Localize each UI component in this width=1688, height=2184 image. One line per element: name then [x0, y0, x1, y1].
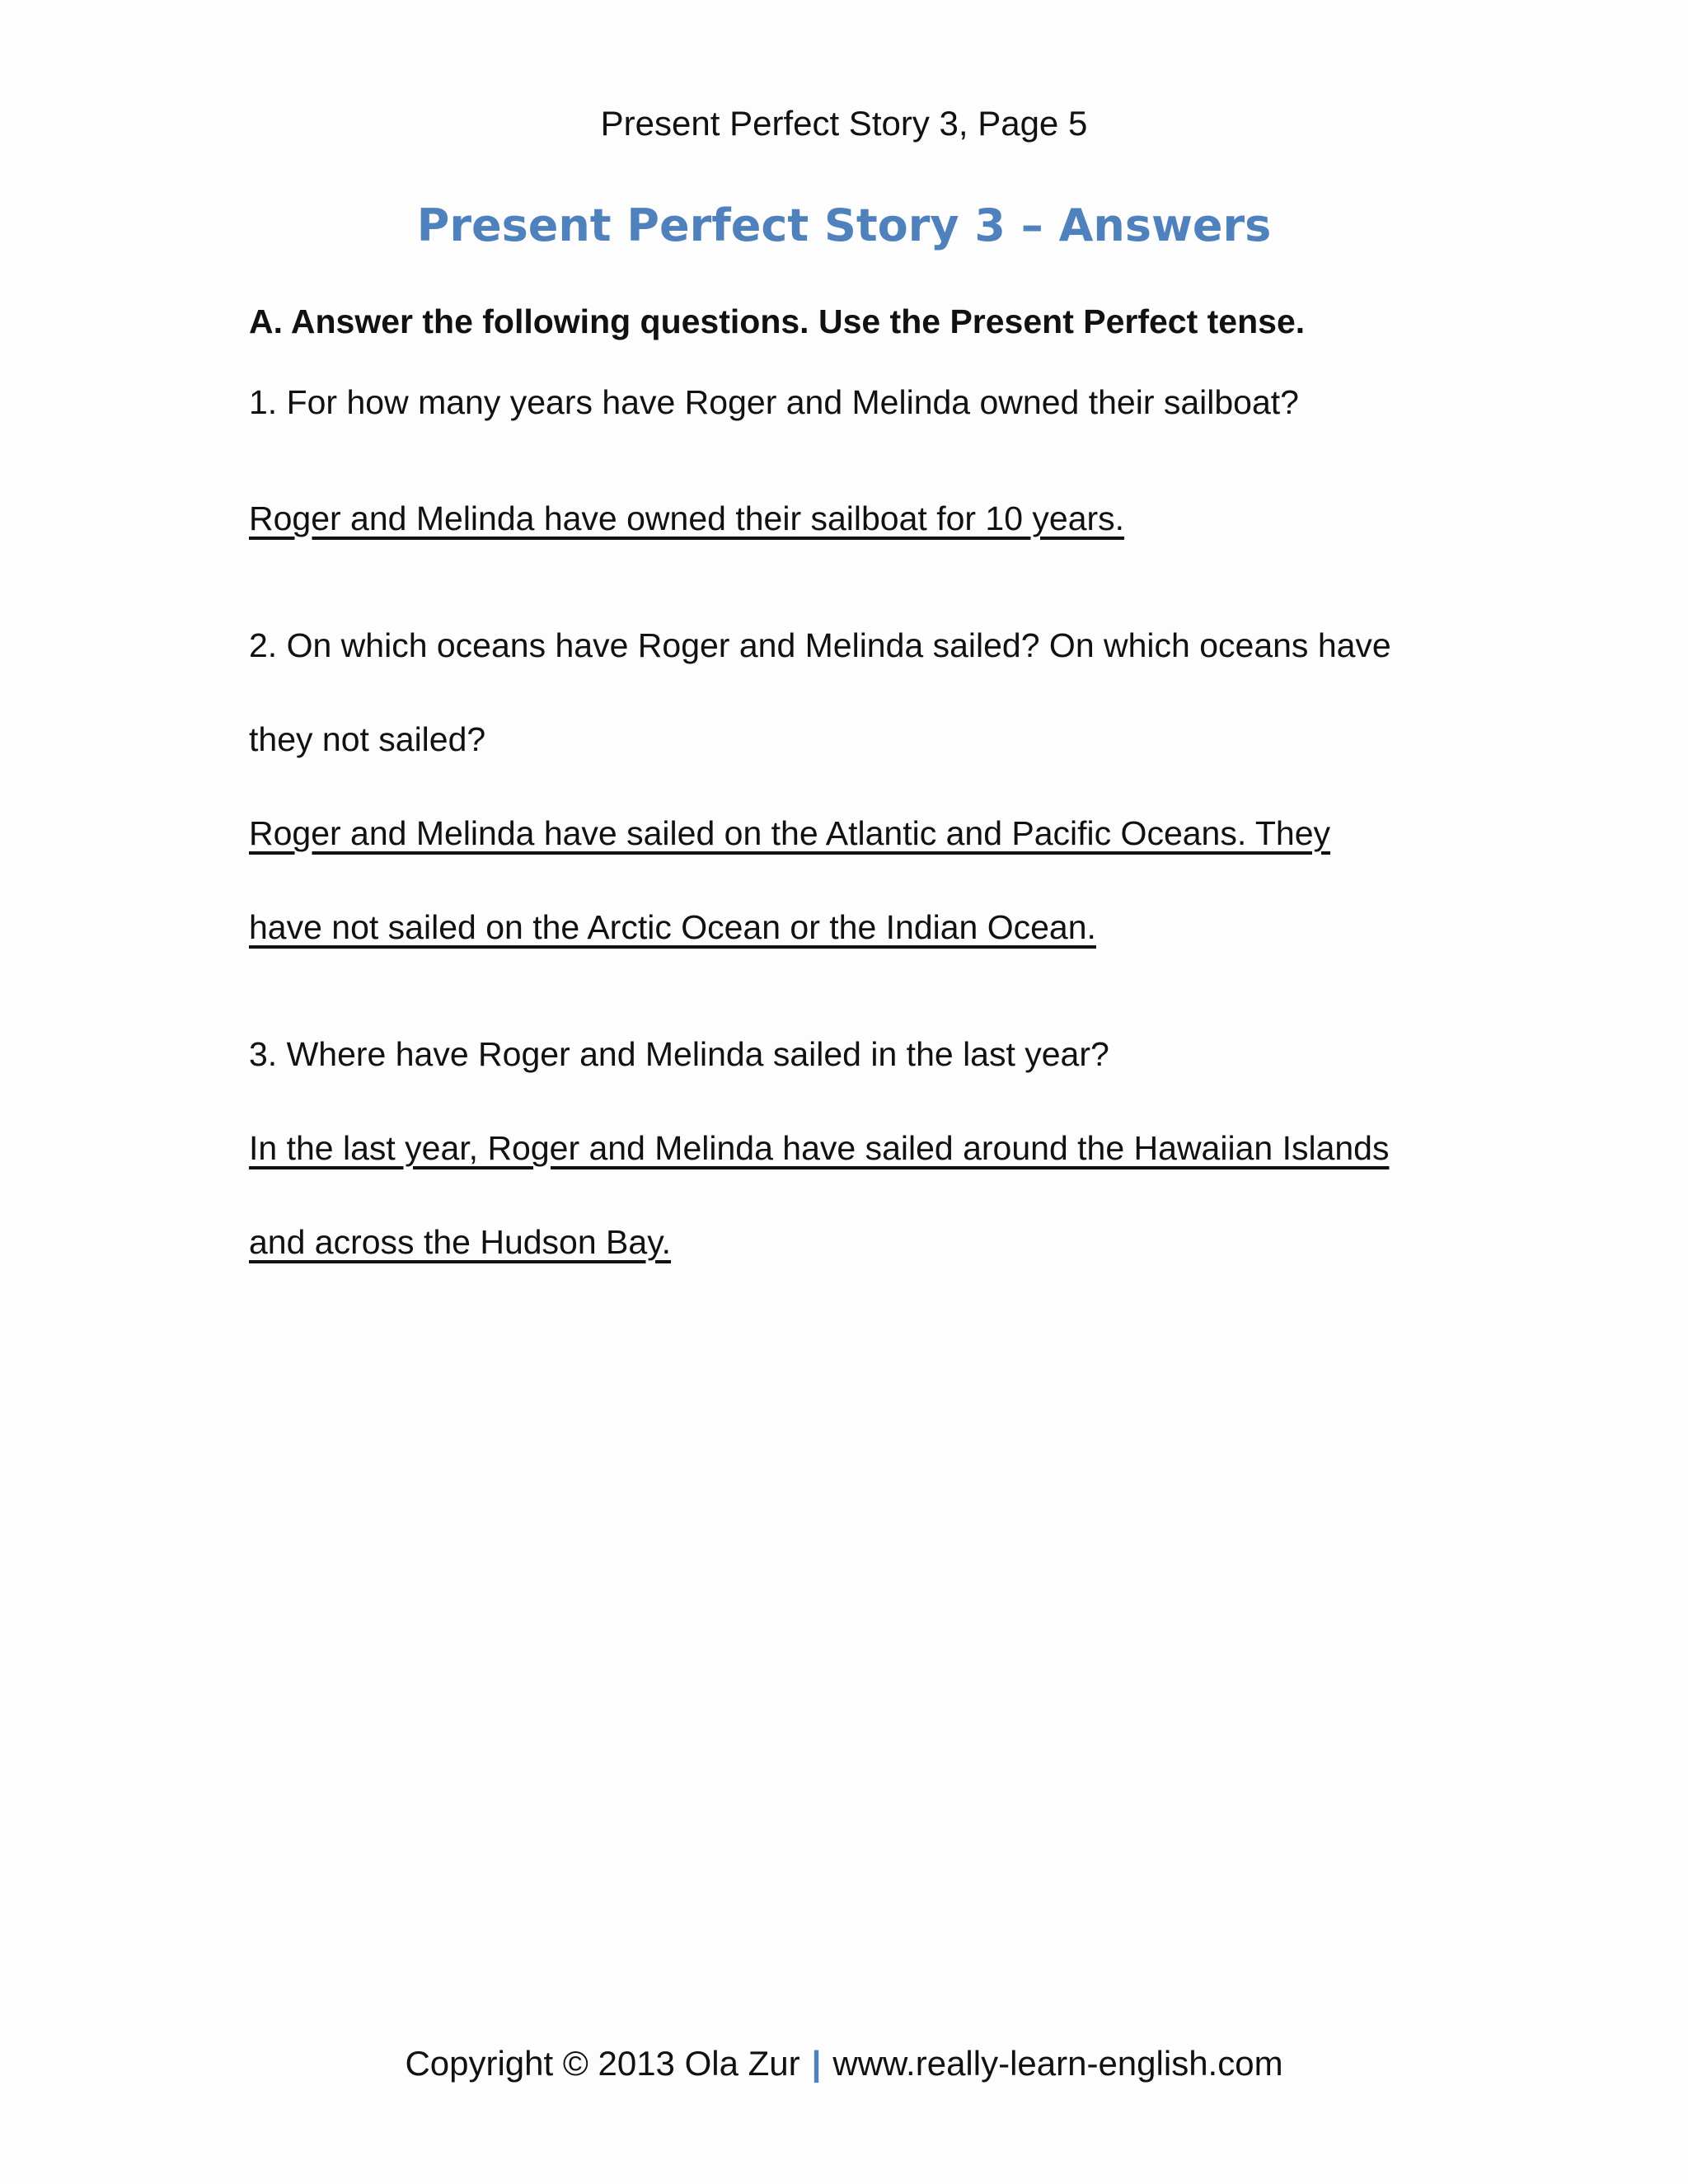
page-header [0, 99, 1688, 148]
copyright-text: Copyright © 2013 Ola Zur [405, 2044, 800, 2083]
answer-2-line-2: have not sailed on the Arctic Ocean or the Indian Ocean. [249, 908, 1096, 946]
worksheet-content [249, 297, 1469, 1322]
page-label: Present Perfect Story 3, Page 5 [600, 104, 1088, 143]
question-3: 3. Where have Roger and Melinda sailed in the last year? [249, 1035, 1109, 1073]
question-block-1 [249, 377, 1469, 565]
question-block-3 [249, 1007, 1469, 1289]
answer-1-line-1: Roger and Melinda have owned their sailboat for 10 years. [249, 499, 1125, 537]
question-1: 1. For how many years have Roger and Melinda owned their sailboat? [249, 383, 1299, 421]
answer-3-line-2: and across the Hudson Bay. [249, 1223, 672, 1261]
answer-2-line-1: Roger and Melinda have sailed on the Atlantic and Pacific Oceans. They [249, 814, 1331, 852]
section-instruction: A. Answer the following questions. Use the Present Perfect tense. [249, 302, 1306, 340]
footer-separator: | [811, 2044, 822, 2083]
question-2-line-1: 2. On which oceans have Roger and Melinda sailed? On which oceans have [249, 626, 1391, 664]
page-footer [0, 2039, 1688, 2088]
website-link[interactable]: www.really-learn-english.com [832, 2044, 1283, 2083]
question-block-2 [249, 598, 1469, 974]
answer-3-line-1: In the last year, Roger and Melinda have sailed around the Hawaiian Islands [249, 1129, 1390, 1167]
page-title: Present Perfect Story 3 – Answers [416, 199, 1272, 251]
question-2-line-2: they not sailed? [249, 720, 486, 758]
